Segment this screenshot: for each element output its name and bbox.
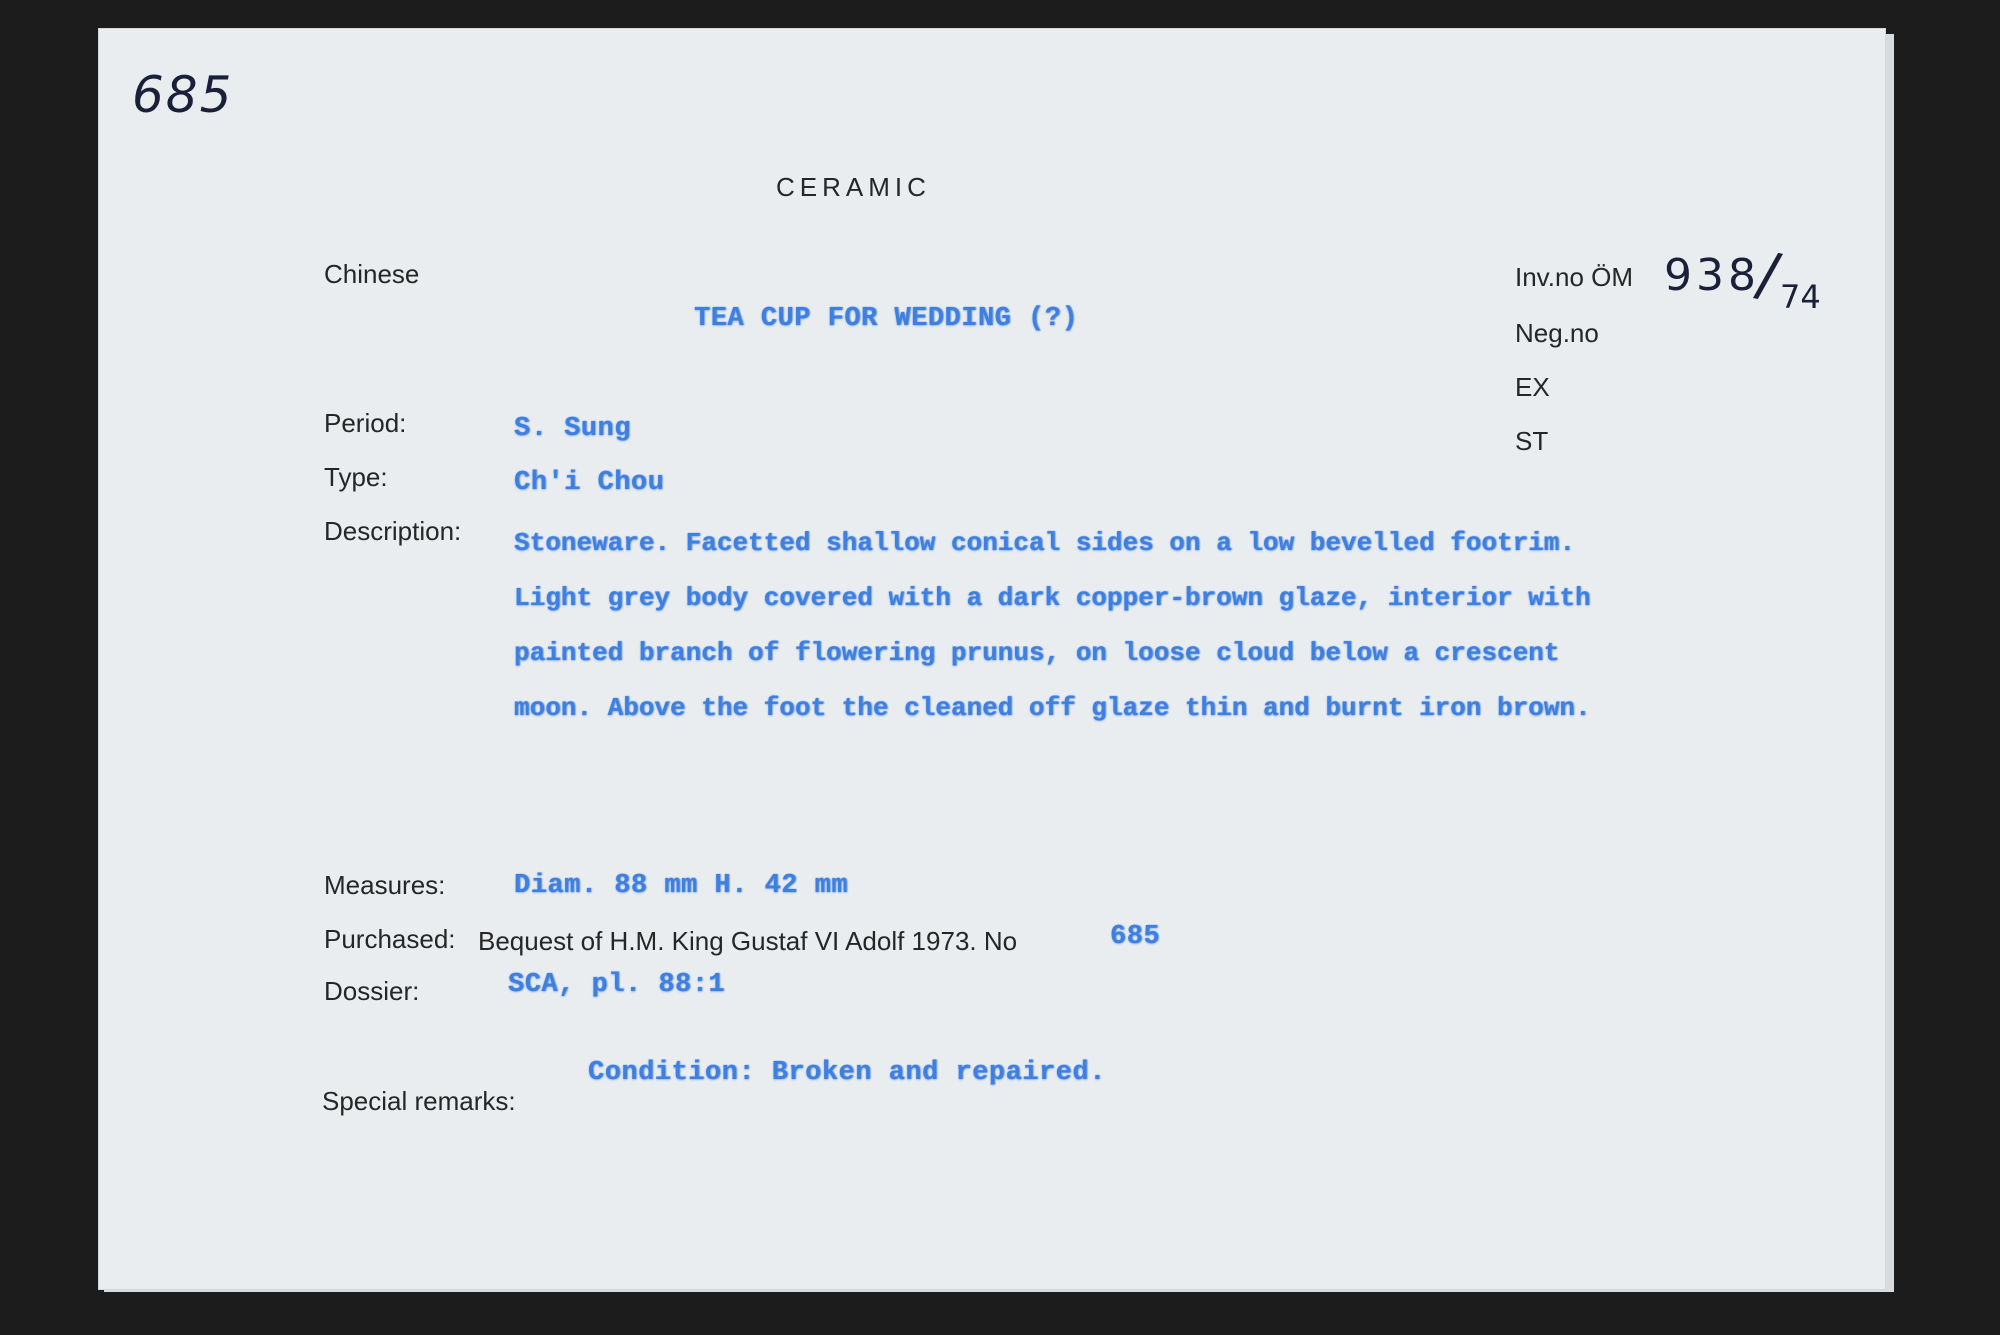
st-label: ST [1515,426,1549,456]
description-line: moon. Above the foot the cleaned off glaze thin and burnt iron brown. [514,693,1591,723]
measures-label: Measures: [324,870,446,900]
origin-label: Chinese [324,259,420,289]
purchased-value: Bequest of H.M. King Gustaf VI Adolf 1973. No [478,926,1018,956]
type-label: Type: [324,462,388,492]
description-line: painted branch of flowering prunus, on loose cloud below a crescent [514,638,1560,668]
description-text [514,516,1591,736]
purchased-number: 685 [1110,922,1161,952]
dossier-value: SCA, pl. 88:1 [508,970,726,1000]
inventory-year-handwritten: 74 [1780,278,1821,316]
description-line: Light grey body covered with a dark copper-brown glaze, interior with [514,583,1591,613]
negative-label: Neg.no [1515,318,1599,348]
special-remarks-value: Condition: Broken and repaired. [588,1058,1106,1088]
dossier-label: Dossier: [324,976,420,1006]
type-value: Ch'i Chou [514,468,665,498]
purchased-label: Purchased: [324,924,456,954]
catalogue-card [98,28,1886,1290]
inventory-slash: / [1750,238,1786,312]
measures-value: Diam. 88 mm H. 42 mm [514,871,849,901]
inventory-number-handwritten: 938 [1664,250,1760,301]
object-title: TEA CUP FOR WEDDING (?) [694,304,1079,334]
ex-label: EX [1515,372,1550,402]
description-label: Description: [324,516,462,546]
category-heading: CERAMIC [776,172,931,202]
inventory-label: Inv.no ÖM [1515,262,1634,292]
period-label: Period: [324,408,407,438]
special-remarks-label: Special remarks: [322,1086,516,1116]
handwritten-card-number: 685 [132,66,234,124]
description-line: Stoneware. Facetted shallow conical sides on a low bevelled footrim. [514,528,1575,558]
period-value: S. Sung [514,414,631,444]
